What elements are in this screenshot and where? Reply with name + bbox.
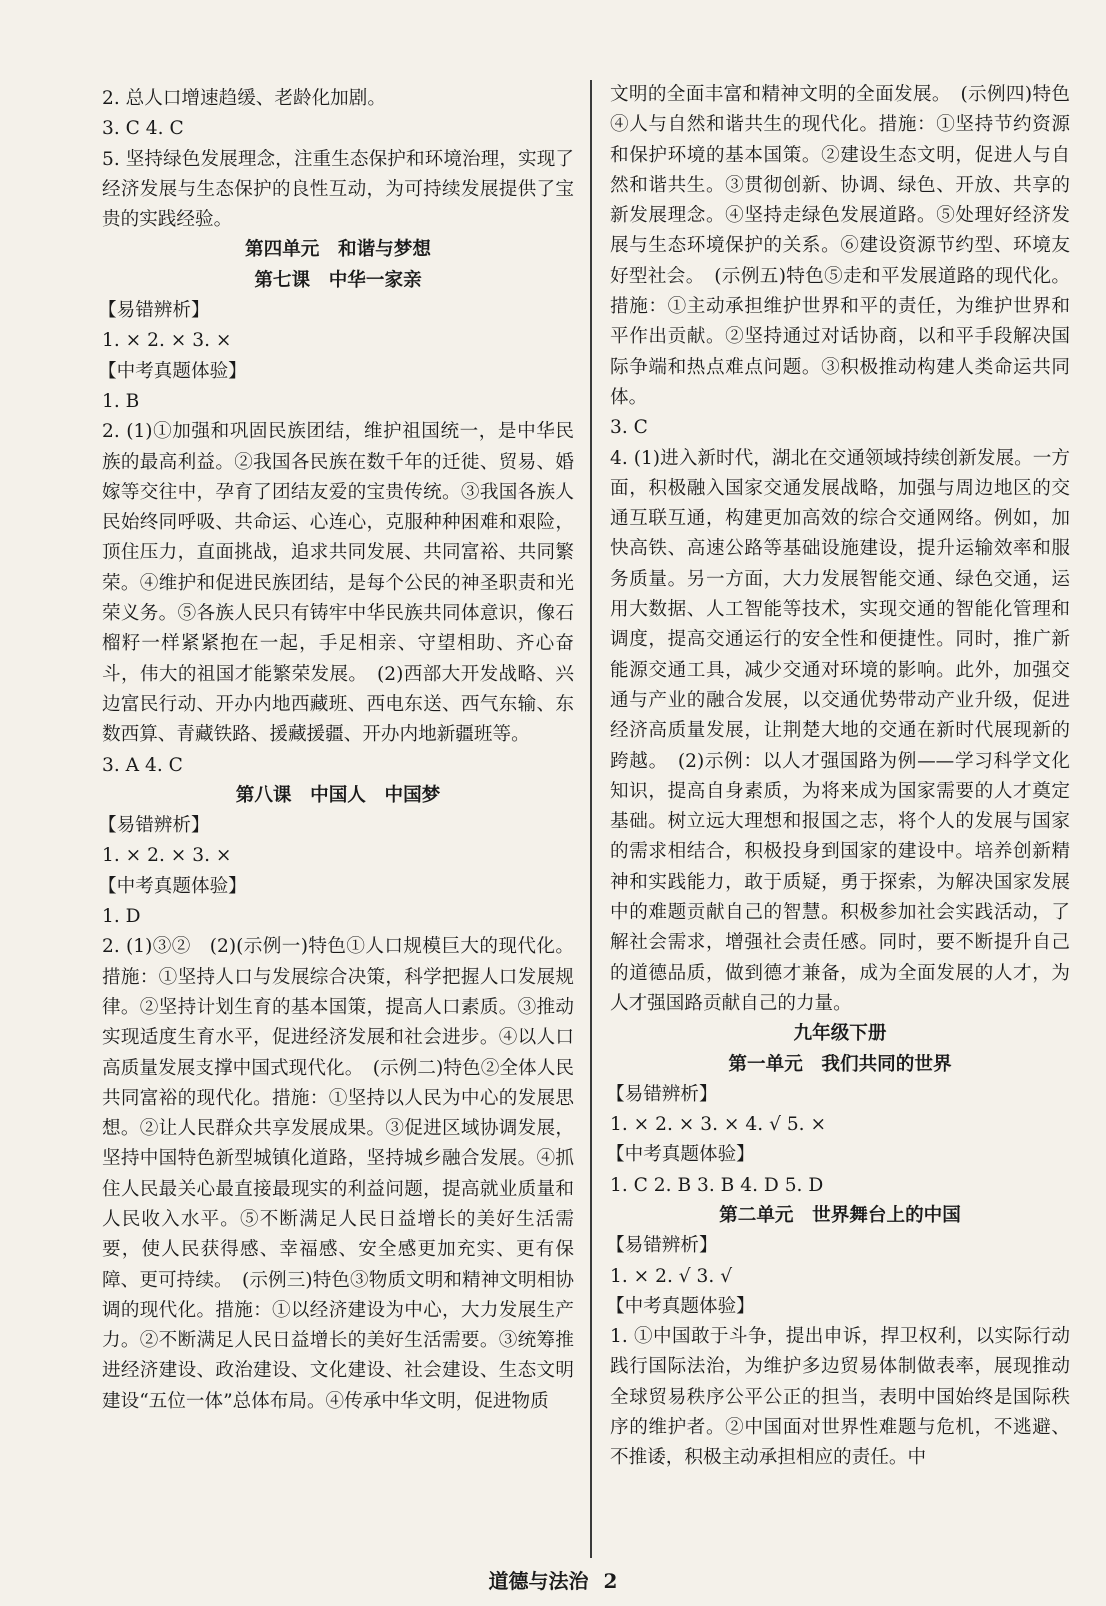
footer-subject: 道德与法治 xyxy=(488,1569,589,1593)
page-number: 2 xyxy=(603,1569,618,1593)
answer-paragraph: 1. C 2. B 3. B 4. D 5. D xyxy=(610,1174,824,1196)
section-tag: 【易错辨析】 xyxy=(98,300,210,322)
answer-paragraph: 4. (1)进入新时代，湖北在交通领域持续创新发展。一方面，积极融入国家交通发展战略，加强与周边地区的交通互联互通，构建更加高效的综合交通网络。例如，加快高铁、高速公路等基础设施建设，提升运输效率和服务质量。另一方面，大力发展智能交通、绿色交通，运用大数据、人工智能等技术，实现交通的智能化管理和调度，提高交通运行的安全性和便捷性。同时，推广新能源交通工具，减少交通对环境的影响。此外，加强交通与产业的融合发展，以交通优势带动产业升级，促进经济高质量发展，让荆楚大地的交通在新时代展现新的跨越。 (2)示例：以人才强国路为例——学习科学文化知识，提高自身素质，为将来成为国家需要的人才奠定基础。树立远大理想和报国之志，将个人的发展与国家的需求相结合，积极投身到国家的建设中。培养创新精神和实践能力，敢于质疑，勇于探索，为解决国家发展中的难题贡献自己的智慧。积极参加社会实践活动，了解社会需求，增强社会责任感。同时，要不断提升自己的道德品质，做到德才兼备，成为全面发展的人才，为人才强国路贡献自己的力量。 xyxy=(610,447,1070,1014)
right-column xyxy=(606,80,1070,1474)
answer-paragraph: 1. ①中国敢于斗争，提出申诉，捍卫权利，以实际行动践行国际法治，为维护多边贸易体制做表率，展现推动全球贸易秩序公平公正的担当，表明中国始终是国际秩序的维护者。②中国面对世界性难题与危机，不逃避、不推诿，积极主动承担相应的责任。中 xyxy=(610,1326,1070,1469)
answer-paragraph: 1. × 2. × 3. × xyxy=(102,845,232,867)
section-tag: 【易错辨析】 xyxy=(606,1235,718,1257)
section-heading: 第一单元 我们共同的世界 xyxy=(728,1053,952,1075)
section-tag: 【中考真题体验】 xyxy=(98,875,247,897)
answer-paragraph: 1. × 2. × 3. × xyxy=(102,330,232,352)
section-tag: 【中考真题体验】 xyxy=(606,1144,755,1166)
page-footer xyxy=(0,1565,1106,1594)
section-heading: 第二单元 世界舞台上的中国 xyxy=(719,1204,961,1226)
section-heading: 第八课 中国人 中国梦 xyxy=(235,784,441,806)
answer-paragraph: 3. C xyxy=(610,417,648,439)
column-divider xyxy=(590,80,592,1558)
answer-paragraph: 3. C 4. C xyxy=(102,118,184,140)
answer-paragraph: 1. B xyxy=(102,390,140,412)
answer-paragraph: 5. 坚持绿色发展理念，注重生态保护和环境治理，实现了经济发展与生态保护的良性互动，为可持续发展提供了宝贵的实践经验。 xyxy=(102,148,574,231)
section-tag: 【易错辨析】 xyxy=(606,1083,718,1105)
left-column xyxy=(98,84,574,1417)
section-tag: 【中考真题体验】 xyxy=(98,360,247,382)
answer-paragraph: 2. (1)①加强和巩固民族团结，维护祖国统一，是中华民族的最高利益。②我国各民族在数千年的迁徙、贸易、婚嫁等交往中，孕育了团结友爱的宝贵传统。③我国各族人民始终同呼吸、共命运、心连心，克服种种困难和艰险，顶住压力，直面挑战，追求共同发展、共同富裕、共同繁荣。④维护和促进民族团结，是每个公民的神圣职责和光荣义务。⑤各族人民只有铸牢中华民族共同体意识，像石榴籽一样紧紧抱在一起，手足相亲、守望相助、齐心奋斗，伟大的祖国才能繁荣发展。 (2)西部大开发战略、兴边富民行动、开办内地西藏班、西电东送、西气东输、东数西算、青藏铁路、援藏援疆、开办内地新疆班等。 xyxy=(102,421,574,746)
answer-paragraph: 2. (1)③② (2)(示例一)特色①人口规模巨大的现代化。措施：①坚持人口与发展综合决策，科学把握人口发展规律。②坚持计划生育的基本国策，提高人口素质。③推动实现适度生育水平，促进经济发展和社会进步。④以人口高质量发展支撑中国式现代化。 (示例二)特色②全体人民共同富裕的现代化。措施：①坚持以人民为中心的发展思想。②让人民群众共享发展成果。③促进区域协调发展，坚持中国特色新型城镇化道路，坚持城乡融合发展。④抓住人民最关心最直接最现实的利益问题，提高就业质量和人民收入水平。⑤不断满足人民日益增长的美好生活需要，使人民获得感、幸福感、安全感更加充实、更有保障、更可持续。 (示例三)特色③物质文明和精神文明相协调的现代化。措施：①以经济建设为中心，大力发展生产力。②不断满足人民日益增长的美好生活需要。③统筹推进经济建设、政治建设、文化建设、社会建设、生态文明建设“五位一体”总体布局。④传承中华文明，促进物质 xyxy=(102,936,574,1412)
section-tag: 【中考真题体验】 xyxy=(606,1295,755,1317)
section-tag: 【易错辨析】 xyxy=(98,815,210,837)
answer-paragraph: 1. × 2. √ 3. √ xyxy=(610,1265,733,1287)
section-heading: 九年级下册 xyxy=(793,1023,887,1045)
answer-paragraph: 3. A 4. C xyxy=(102,754,183,776)
section-heading: 第七课 中华一家亲 xyxy=(254,269,422,291)
answer-paragraph: 1. × 2. × 3. × 4. √ 5. × xyxy=(610,1114,827,1136)
answer-paragraph: 文明的全面丰富和精神文明的全面发展。 (示例四)特色④人与自然和谐共生的现代化。措施：①坚持节约资源和保护环境的基本国策。②建设生态文明，促进人与自然和谐共生。③贯彻创新、协调、绿色、开放、共享的新发展理念。④坚持走绿色发展道路。⑤处理好经济发展与生态环境保护的关系。⑥建设资源节约型、环境友好型社会。 (示例五)特色⑤走和平发展道路的现代化。措施：①主动承担维护世界和平的责任，为维护世界和平作出贡献。②坚持通过对话协商，以和平手段解决国际争端和热点难点问题。③积极推动构建人类命运共同体。 xyxy=(610,84,1070,408)
answer-paragraph: 2. 总人口增速趋缓、老龄化加剧。 xyxy=(102,88,386,109)
answer-paragraph: 1. D xyxy=(102,906,141,928)
section-heading: 第四单元 和谐与梦想 xyxy=(245,239,431,261)
